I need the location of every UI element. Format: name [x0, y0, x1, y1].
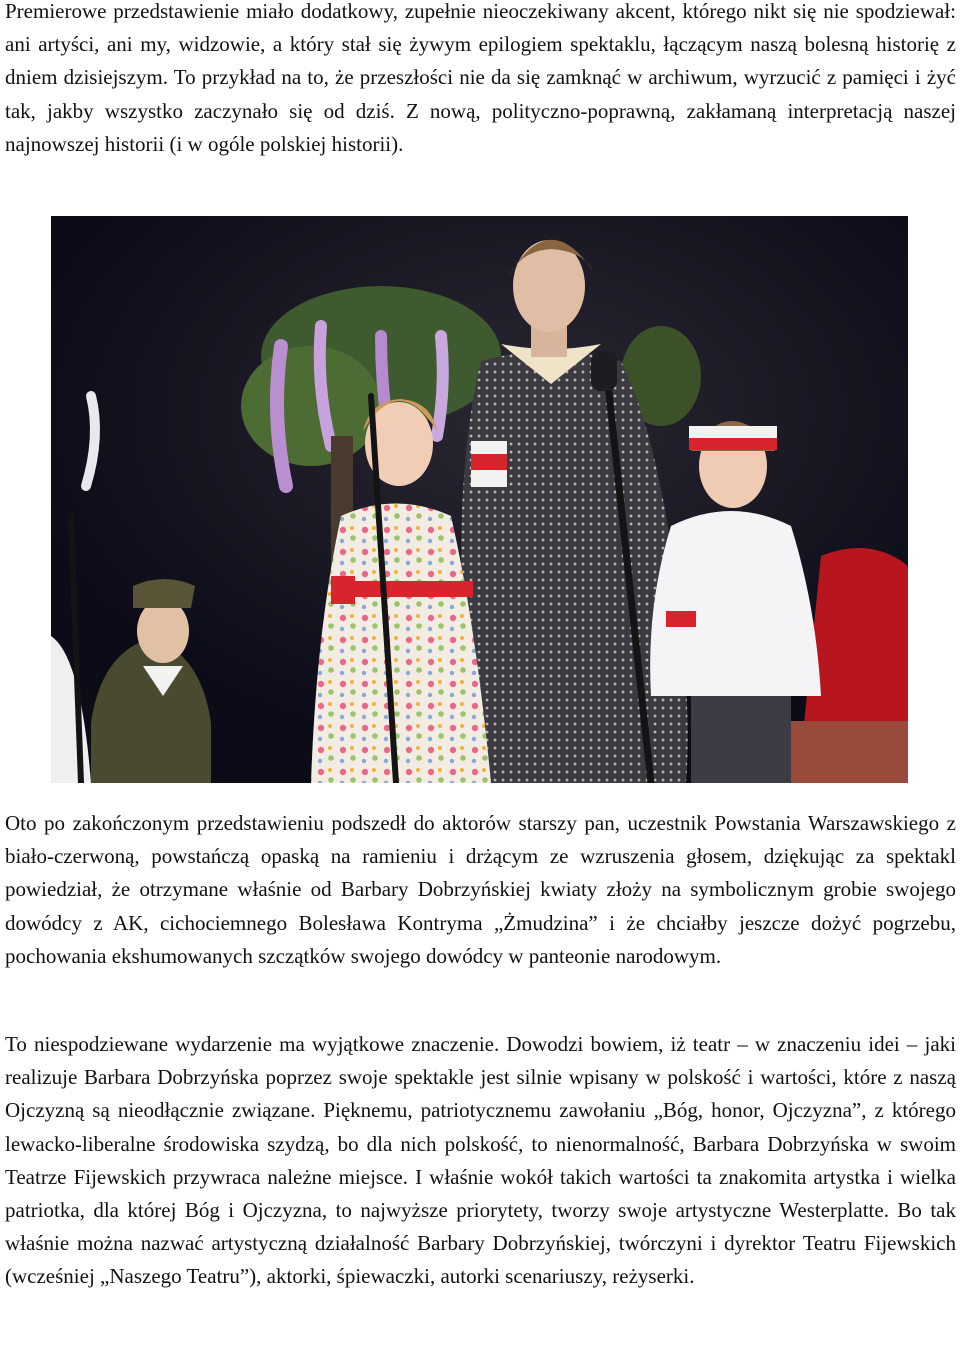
paragraph-premiere-accent: Premierowe przedstawienie miało dodatkowy, zupełnie nieoczekiwany akcent, którego nikt się nie spodziewał: ani artyści, ani my, widzowie, a który stał się żywym epilogiem spektaklu, łączącym naszą bolesną historię z dniem dzisiejszym. To przykład na to, że przeszłości nie da się zamknąć w archiwum, wyrzucić z pamięci i żyć tak, jakby wszystko zaczynało się od dziś. Z nową, polityczno-poprawną, zakłamaną interpretacją naszej najnowszej historii (i w ogóle polskiej historii). [5, 0, 956, 156]
paragraph-significance: To niespodziewane wydarzenie ma wyjątkowe znaczenie. Dowodzi bowiem, iż teatr – w znaczeniu idei – jaki realizuje Barbara Dobrzyńska poprzez swoje spektakle jest silnie wpisany w polskość i wartości, które z naszą Ojczyzną są nieodłącznie związane. Pięknemu, patriotycznemu zawołaniu „Bóg, honor, Ojczyzna”, z którego lewacko-liberalne środowiska szydzą, bo dla nich polskość, to nienormalność, Barbara Dobrzyńska w swoim Teatrze Fijewskich przywraca należne miejsce. I właśnie wokół takich wartości ta znakomita artystka i wielka patriotka, dla której Bóg i Ojczyzna, to najwyższe priorytety, tworzy swoje artystyczne Westerplatte. Bo tak właśnie można nazwać artystyczną działalność Barbary Dobrzyńskiej, twórczyni i dyrektor Teatru Fijewskich (wcześniej „Naszego Teatru”), aktorki, śpiewaczki, autorki scenariuszy, reżyserki. [5, 1032, 956, 1289]
microphone-icon [591, 351, 617, 391]
stage-photo-illustration [51, 216, 908, 783]
stage-photo [51, 216, 908, 783]
paragraph-veteran: Oto po zakończonym przedstawieniu podszedł do aktorów starszy pan, uczestnik Powstania Warszawskiego z biało-czerwoną, powstańczą opaską na ramieniu i drżącym ze wzruszenia głosem, dziękując za spektakl powiedział, że otrzymane właśnie od Barbary Dobrzyńskiej kwiaty złoży na symbolicznym grobie swojego dowódcy z AK, cichociemnego Bolesława Kontryma „Żmudzina” i że chciałby jeszcze dożyć pogrzebu, pochowania ekshumowanych szczątków swojego dowódcy w panteonie narodowym. [5, 811, 956, 968]
